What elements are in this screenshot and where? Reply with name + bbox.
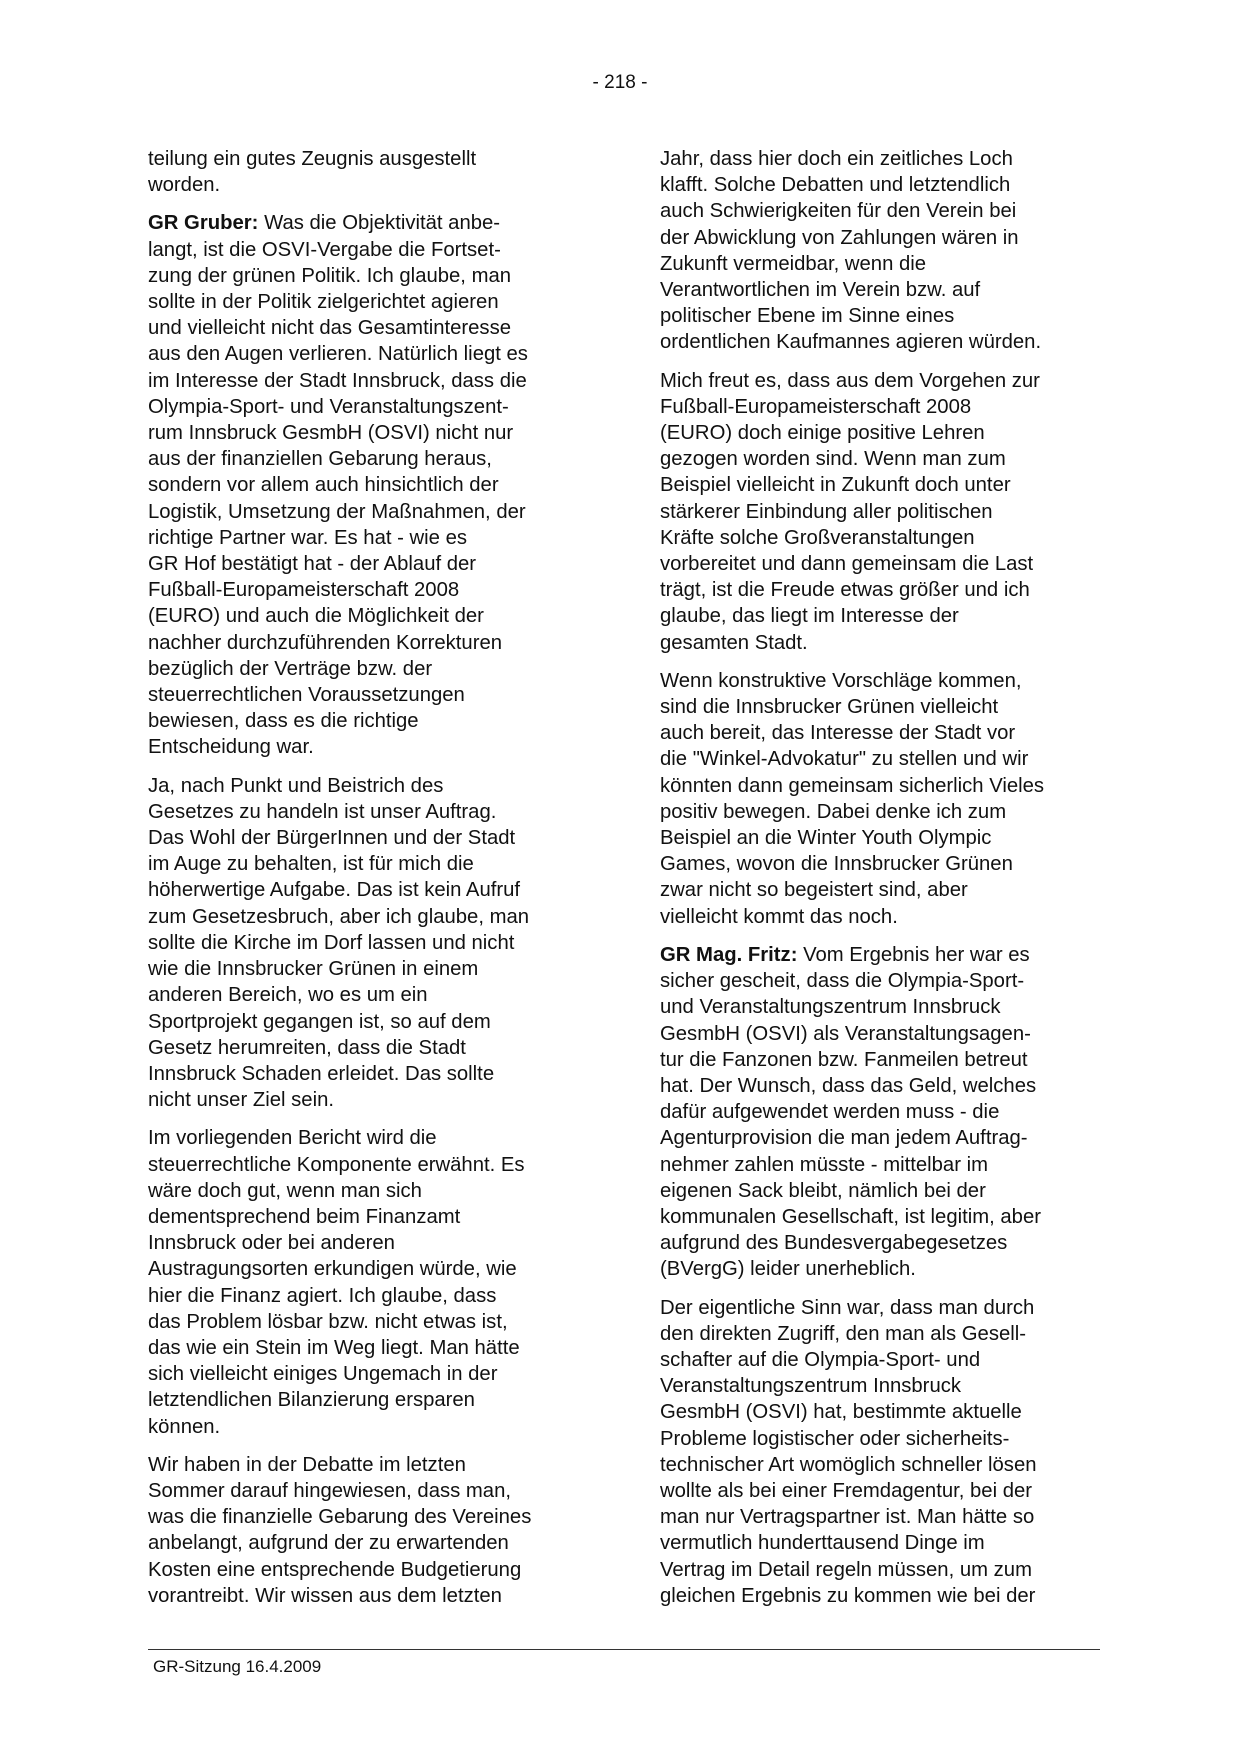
paragraph: Ja, nach Punkt und Beistrich des Gesetzes zu handeln ist unser Auftrag. Das Wohl der BürgerInnen und der Stadt im Auge zu behalten, ist für mich die höherwertige Aufgabe. Das ist kein Aufruf zum Gesetzesbruch, aber ich glaube, man sollte die Kirche im Dorf lassen und nicht wie die Innsbrucker Grünen in einem anderen Bereich, wo es um ein Sportprojekt gegangen ist, so auf dem Gesetz herumreiten, dass die Stadt Innsbruck Schaden erleidet. Das sollte nicht unser Ziel sein. — [148, 774, 530, 1112]
paragraph: teilung ein gutes Zeugnis ausgestellt worden. — [148, 148, 477, 197]
right-column — [660, 146, 1100, 1621]
speech-paragraph-gruber — [148, 210, 588, 760]
speech-text: Was die Objektivität anbe- langt, ist die OSVI-Vergabe die Fortset- zung der grünen Politik. Ich glaube, man sollte in der Politik zielgerichtet agieren und vielleicht nicht das Gesamtinteresse aus den Augen verlieren. Natürlich liegt es im Interesse der Stadt Innsbruck, dass die Olympia-Sport- und Veranstaltungszent- rum Innsbruck GesmbH (OSVI) nicht nur aus der finanziellen Gebarung heraus, sondern vor allem auch hinsichtlich der Logistik, Umsetzung der Maßnahmen, der richtige Partner war. Es hat - wie es GR Hof bestätigt hat - der Ablauf der Fußball-Europameisterschaft 2008 (EURO) und auch die Möglichkeit der nachher durchzuführenden Korrekturen bezüglich der Verträge bzw. der steuerrechtlichen Voraussetzungen bewiesen, dass es die richtige Entscheidung war. — [148, 212, 528, 759]
left-column — [148, 146, 588, 1621]
speech-paragraph-fritz — [660, 942, 1100, 1283]
speaker-name: GR Mag. Fritz: — [660, 943, 798, 966]
paragraph: Wir haben in der Debatte im letzten Sommer darauf hingewiesen, dass man, was die finanzielle Gebarung des Vereines anbelangt, aufgrund der zu erwartenden Kosten eine entsprechende Budgetierung vorantreibt. Wir wissen aus dem letzten — [148, 1453, 532, 1607]
paragraph: Wenn konstruktive Vorschläge kommen, sind die Innsbrucker Grünen vielleicht auch bereit, das Interesse der Stadt vor die "Winkel-Advokatur" zu stellen und wir könnten dann gemeinsam sicherlich Vieles positiv bewegen. Dabei denke ich zum Beispiel an die Winter Youth Olympic Games, wovon die Innsbrucker Grünen zwar nicht so begeistert sind, aber vielleicht kommt das noch. — [660, 669, 1045, 928]
footer-session-date: GR-Sitzung 16.4.2009 — [153, 1657, 322, 1676]
paragraph: Mich freut es, dass aus dem Vorgehen zur Fußball-Europameisterschaft 2008 (EURO) doch einige positive Lehren gezogen worden sind. Wenn man zum Beispiel vielleicht in Zukunft doch unter stärkerer Einbindung aller politischen Kräfte solche Großveranstaltungen vorbereitet und dann gemeinsam die Last trägt, ist die Freude etwas größer und ich glaube, das liegt im Interesse der gesamten Stadt. — [660, 369, 1040, 654]
page-number: - 218 - — [592, 72, 648, 93]
paragraph: Jahr, dass hier doch ein zeitliches Loch klafft. Solche Debatten und letztendlich auch Schwierigkeiten für den Verein bei der Abwicklung von Zahlungen wären in Zukunft vermeidbar, wenn die Verantwortlichen im Verein bzw. auf politischer Ebene im Sinne eines ordentlichen Kaufmannes agieren würden. — [660, 148, 1042, 354]
footer-divider — [148, 1649, 1100, 1650]
speech-text: Vom Ergebnis her war es sicher gescheit, dass die Olympia-Sport- und Veranstaltungszentrum Innsbruck GesmbH (OSVI) als Veranstaltungsagen- tur die Fanzonen bzw. Fanmeilen betreut hat. Der Wunsch, dass das Geld, welches dafür aufgewendet werden muss - die Agenturprovision die man jedem Auftrag- nehmer zahlen müsste - mittelbar im eigenen Sack bleibt, nämlich bei der kommunalen Gesellschaft, ist legitim, aber aufgrund des Bundesvergabegesetzes (BVergG) leider unerheblich. — [660, 943, 1041, 1281]
speaker-name: GR Gruber: — [148, 212, 259, 235]
paragraph: Im vorliegenden Bericht wird die steuerrechtliche Komponente erwähnt. Es wäre doch gut, wenn man sich dementsprechend beim Finanzamt Innsbruck oder bei anderen Austragungsorten erkundigen würde, wie hier die Finanz agiert. Ich glaube, dass das Problem lösbar bzw. nicht etwas ist, das wie ein Stein im Weg liegt. Man hätte sich vielleicht einiges Ungemach in der letztendlichen Bilanzierung ersparen können. — [148, 1127, 525, 1438]
paragraph: Der eigentliche Sinn war, dass man durch den direkten Zugriff, den man als Gesell- schafter auf die Olympia-Sport- und Veranstaltungszentrum Innsbruck GesmbH (OSVI) hat, bestimmte aktuelle Probleme logistischer oder sicherheits- technischer Art womöglich schneller lösen wollte als bei einer Fremdagentur, bei der man nur Vertragspartner ist. Man hätte so vermutlich hunderttausend Dinge im Vertrag im Detail regeln müssen, um zum gleichen Ergebnis zu kommen wie bei der — [660, 1296, 1037, 1607]
